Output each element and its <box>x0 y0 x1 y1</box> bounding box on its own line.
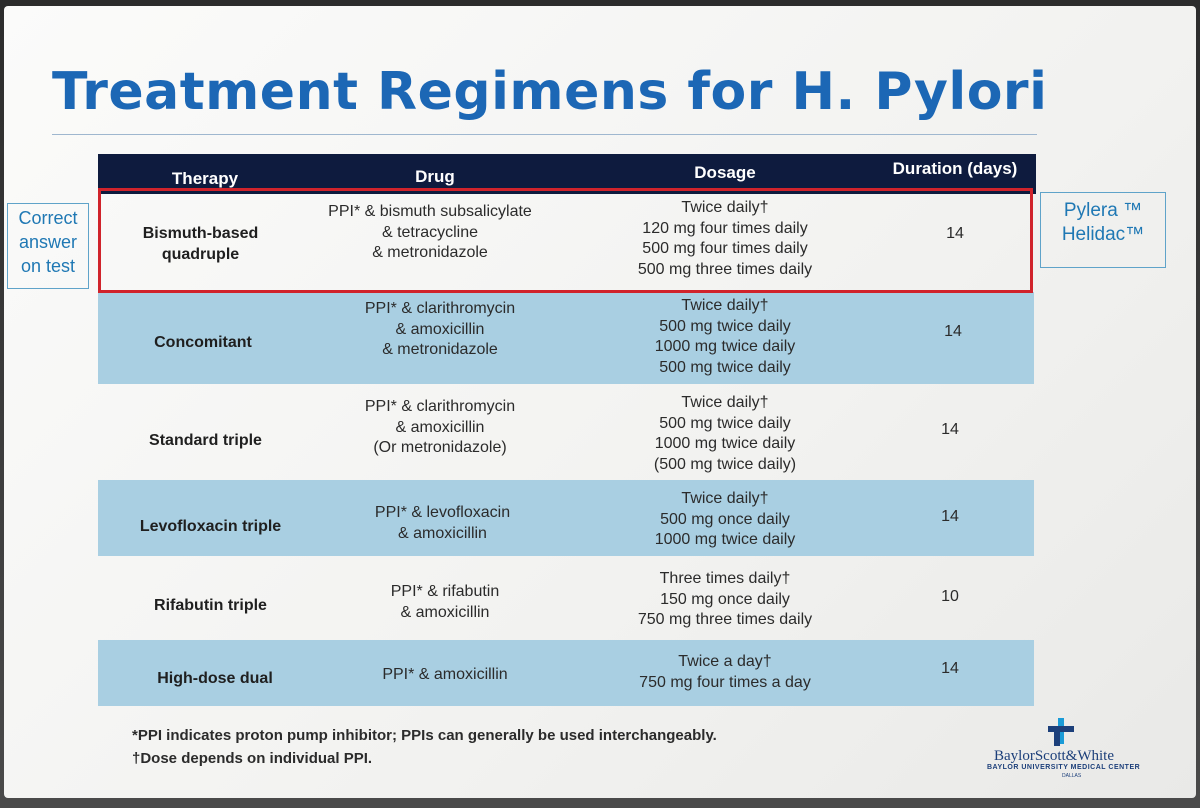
therapy-cell: Levofloxacin triple <box>139 518 282 535</box>
slide-title: Treatment Regimens for H. Pylori <box>52 62 1048 122</box>
duration-cell: 14 <box>941 508 959 525</box>
header-therapy: Therapy <box>171 169 239 188</box>
drug-cell: PPI* & clarithromycin & amoxicillin & metronidazole <box>364 300 516 358</box>
dosage-cell: Twice a day† 750 mg four times a day <box>639 653 811 691</box>
therapy-cell: Concomitant <box>154 334 252 351</box>
drug-cell: PPI* & amoxicillin <box>382 666 508 683</box>
dosage-cell: Twice daily† 120 mg four times daily 500 mg four times daily 500 mg three times daily <box>637 199 813 278</box>
dosage-cell: Three times daily† 150 mg once daily 750 mg three times daily <box>637 570 813 628</box>
therapy-cell: Rifabutin triple <box>154 597 267 614</box>
logo-name: BaylorScott&White <box>994 748 1114 764</box>
brand-names-note: Pylera ™ Helidac™ <box>1040 192 1166 268</box>
logo-city: DALLAS <box>1062 773 1082 779</box>
therapy-cell: Standard triple <box>149 432 262 449</box>
title-divider <box>52 134 1037 135</box>
header-duration: Duration (days) <box>892 159 1018 178</box>
drug-cell: PPI* & clarithromycin & amoxicillin (Or metronidazole) <box>364 398 516 456</box>
duration-cell: 14 <box>944 323 962 340</box>
therapy-cell: Bismuth-based quadruple <box>142 225 259 263</box>
duration-cell: 14 <box>941 421 959 438</box>
drug-cell: PPI* & rifabutin & amoxicillin <box>390 583 500 621</box>
highlight-box <box>98 188 1033 293</box>
duration-cell: 14 <box>941 660 959 677</box>
duration-cell: 14 <box>946 225 964 242</box>
dosage-cell: Twice daily† 500 mg once daily 1000 mg twice daily <box>654 490 796 548</box>
therapy-cell: High-dose dual <box>157 670 273 687</box>
dosage-cell: Twice daily† 500 mg twice daily 1000 mg twice daily (500 mg twice daily) <box>653 394 797 473</box>
drug-cell: PPI* & levofloxacin & amoxicillin <box>374 504 511 542</box>
duration-cell: 10 <box>941 588 959 605</box>
footnote-dose: †Dose depends on individual PPI. <box>132 750 373 767</box>
footnote-ppi: *PPI indicates proton pump inhibitor; PPIs can generally be used interchangeably. <box>132 727 717 744</box>
correct-answer-note: Correct answer on test <box>7 203 89 289</box>
dosage-cell: Twice daily† 500 mg twice daily 1000 mg twice daily 500 mg twice daily <box>654 297 796 376</box>
header-drug: Drug <box>415 167 455 186</box>
drug-cell: PPI* & bismuth subsalicylate & tetracycline & metronidazole <box>328 203 532 261</box>
logo-subtitle: BAYLOR UNIVERSITY MEDICAL CENTER <box>987 764 1141 771</box>
header-dosage: Dosage <box>694 163 756 182</box>
